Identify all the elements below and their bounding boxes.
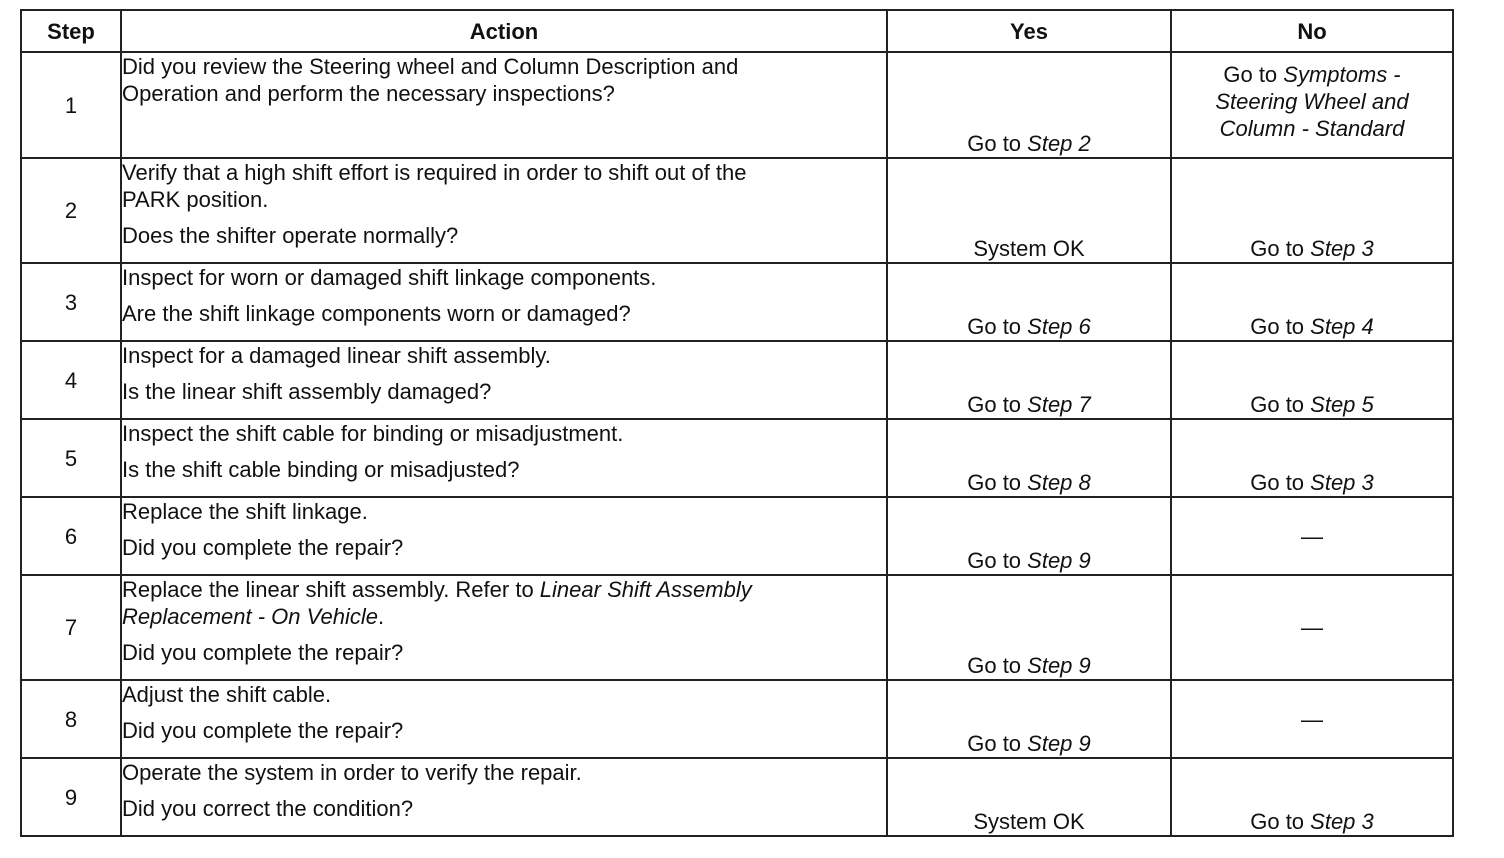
yes-cell xyxy=(887,419,1171,497)
action-ref-link: Replacement - On Vehicle xyxy=(122,604,378,629)
action-cell xyxy=(121,158,887,263)
action-text: Operate the system in order to verify the repair. xyxy=(122,760,582,785)
header-row xyxy=(21,10,1453,52)
action-cell xyxy=(121,680,887,758)
yes-step-link: Step 9 xyxy=(1027,548,1091,573)
action-cell xyxy=(121,758,887,836)
yes-cell xyxy=(887,680,1171,758)
yes-cell: System OK xyxy=(887,158,1171,263)
yes-cell: System OK xyxy=(887,758,1171,836)
yes-prefix: Go to xyxy=(967,470,1028,495)
action-cell xyxy=(121,497,887,575)
table-row xyxy=(21,758,1453,836)
table-row xyxy=(21,497,1453,575)
no-prefix: Go to xyxy=(1250,392,1311,417)
no-step-link: Step 3 xyxy=(1310,809,1374,834)
no-ref-link: Steering Wheel and xyxy=(1215,89,1409,114)
step-number: 2 xyxy=(21,158,121,263)
question-text: Did you complete the repair? xyxy=(122,640,404,665)
yes-step-link: Step 9 xyxy=(1027,731,1091,756)
action-text: Verify that a high shift effort is required in order to shift out of the xyxy=(122,160,747,185)
yes-step-link: Step 2 xyxy=(1027,131,1091,156)
table-row xyxy=(21,341,1453,419)
action-text: PARK position. xyxy=(122,187,269,212)
yes-cell xyxy=(887,52,1171,158)
question-text: Does the shifter operate normally? xyxy=(122,223,459,248)
question-text: Are the shift linkage components worn or damaged? xyxy=(122,301,631,326)
question-text: Did you correct the condition? xyxy=(122,796,414,821)
question-text: Is the shift cable binding or misadjusted? xyxy=(122,457,520,482)
action-ref-link: Linear Shift Assembly xyxy=(539,577,752,602)
no-ref-link: Symptoms - xyxy=(1283,62,1401,87)
no-prefix: Go to xyxy=(1250,236,1311,261)
no-cell-dash: — xyxy=(1171,497,1453,575)
yes-prefix: Go to xyxy=(967,731,1028,756)
yes-cell xyxy=(887,497,1171,575)
action-text: Did you review the Steering wheel and Column Description and xyxy=(122,54,739,79)
no-cell-dash: — xyxy=(1171,575,1453,680)
action-cell xyxy=(121,263,887,341)
step-number: 1 xyxy=(21,52,121,158)
action-text: Inspect the shift cable for binding or misadjustment. xyxy=(122,421,624,446)
step-number: 9 xyxy=(21,758,121,836)
step-number: 7 xyxy=(21,575,121,680)
table-row xyxy=(21,158,1453,263)
step-number: 6 xyxy=(21,497,121,575)
no-cell xyxy=(1171,758,1453,836)
step-number: 4 xyxy=(21,341,121,419)
table-row xyxy=(21,419,1453,497)
no-prefix: Go to xyxy=(1250,314,1311,339)
question-text: Did you complete the repair? xyxy=(122,535,404,560)
action-text: Inspect for a damaged linear shift assembly. xyxy=(122,343,551,368)
action-text: . xyxy=(377,604,385,629)
header-yes: Yes xyxy=(887,10,1171,52)
action-text: Replace the shift linkage. xyxy=(122,499,368,524)
no-cell-dash: — xyxy=(1171,680,1453,758)
no-cell xyxy=(1171,263,1453,341)
action-text: Inspect for worn or damaged shift linkage components. xyxy=(122,265,657,290)
yes-cell xyxy=(887,263,1171,341)
header-no: No xyxy=(1171,10,1453,52)
no-cell xyxy=(1171,341,1453,419)
no-cell xyxy=(1171,419,1453,497)
step-number: 5 xyxy=(21,419,121,497)
table-row xyxy=(21,52,1453,158)
yes-step-link: Step 7 xyxy=(1027,392,1091,417)
table-row xyxy=(21,680,1453,758)
no-step-link: Step 5 xyxy=(1310,392,1374,417)
yes-step-link: Step 9 xyxy=(1027,653,1091,678)
no-cell xyxy=(1171,52,1453,158)
action-cell xyxy=(121,52,887,158)
question-text: Did you complete the repair? xyxy=(122,718,404,743)
yes-prefix: Go to xyxy=(967,548,1028,573)
step-number: 3 xyxy=(21,263,121,341)
yes-cell xyxy=(887,575,1171,680)
action-cell xyxy=(121,341,887,419)
no-cell xyxy=(1171,158,1453,263)
yes-cell xyxy=(887,341,1171,419)
no-prefix: Go to xyxy=(1223,62,1284,87)
action-text: Operation and perform the necessary inspections? xyxy=(122,81,615,106)
header-action: Action xyxy=(121,10,887,52)
yes-step-link: Step 8 xyxy=(1027,470,1091,495)
no-ref-link: Column - Standard xyxy=(1219,116,1405,141)
action-text: Adjust the shift cable. xyxy=(122,682,332,707)
yes-prefix: Go to xyxy=(967,131,1028,156)
yes-prefix: Go to xyxy=(967,392,1028,417)
yes-prefix: Go to xyxy=(967,653,1028,678)
no-prefix: Go to xyxy=(1250,809,1311,834)
action-text: Replace the linear shift assembly. Refer to xyxy=(122,577,540,602)
table-row xyxy=(21,263,1453,341)
diagnostic-table xyxy=(20,9,1454,837)
action-cell xyxy=(121,575,887,680)
question-text: Is the linear shift assembly damaged? xyxy=(122,379,492,404)
header-step: Step xyxy=(21,10,121,52)
no-step-link: Step 3 xyxy=(1310,236,1374,261)
table-row xyxy=(21,575,1453,680)
no-step-link: Step 3 xyxy=(1310,470,1374,495)
no-step-link: Step 4 xyxy=(1310,314,1374,339)
no-prefix: Go to xyxy=(1250,470,1311,495)
yes-prefix: Go to xyxy=(967,314,1028,339)
action-cell xyxy=(121,419,887,497)
step-number: 8 xyxy=(21,680,121,758)
yes-step-link: Step 6 xyxy=(1027,314,1091,339)
